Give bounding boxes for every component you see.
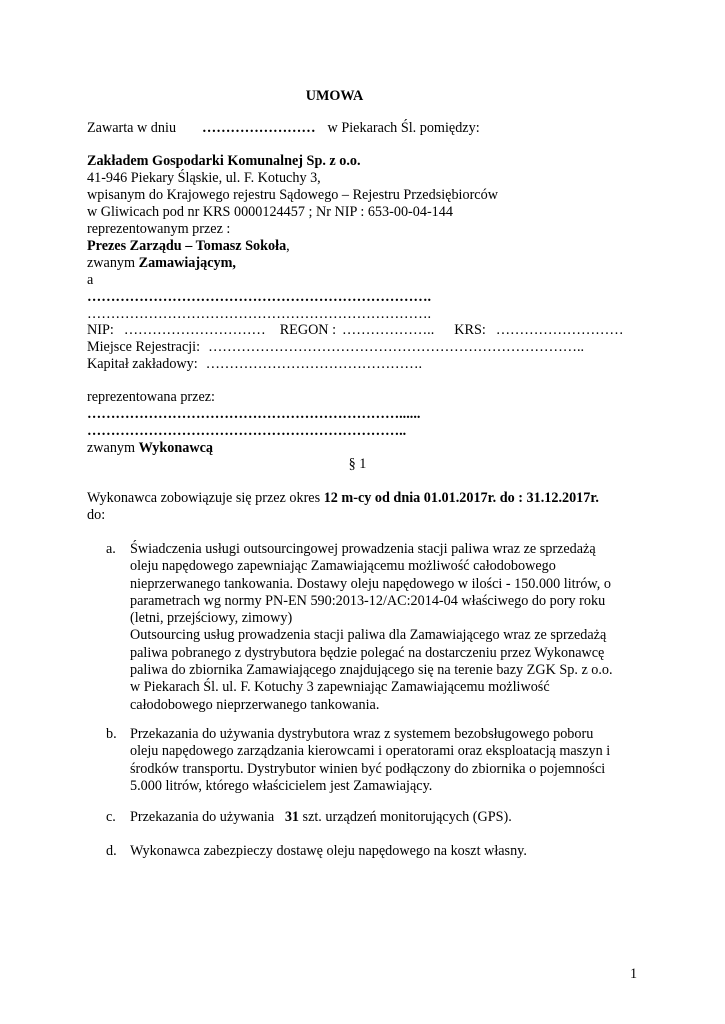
item-a-line: całodobowego nieprzerwanego tankowania. — [130, 696, 380, 713]
obligation-prefix: Wykonawca zobowiązuje się przez okres — [87, 490, 324, 506]
conjunction: a — [87, 272, 94, 288]
item-c-suffix: szt. urządzeń monitorujących (GPS). — [299, 809, 512, 825]
section-symbol: § 1 — [348, 456, 367, 472]
party2-registration-line — [87, 339, 584, 356]
party1-register-line1: wpisanym do Krajowego rejestru Sądowego – Rejestru Przedsiębiorców — [87, 187, 498, 203]
item-c-count: 31 — [284, 809, 299, 825]
item-a-line: parametrach wg normy PN-EN 590:2013-12/AC:2014-04 właściwego do pory roku — [130, 592, 606, 609]
party1-register-line2: w Gliwicach pod nr KRS 0000124457 ; Nr NIP : 653-00-04-144 — [87, 204, 453, 220]
item-c-prefix: Przekazania do używania — [130, 809, 285, 825]
item-a-line: oleju napędowego zapewniając Zamawiającemu możliwość całodobowego — [130, 558, 556, 575]
item-a-line: w Piekarach Śl. ul. F. Kotuchy 3 zapewniając Zamawiającemu możliwość — [130, 679, 550, 696]
item-b-line: oleju napędowego zarządzania kierowcami i operatorami oraz eksploatacją maszyn i — [130, 743, 611, 760]
krs-blank: ……………………… — [495, 322, 624, 338]
item-d-marker: d. — [106, 843, 117, 859]
party1-called-name: Zamawiającym, — [138, 255, 236, 271]
party2-blank-line1: ………………………………………………………………. — [87, 289, 432, 305]
date-blank: …………………… — [202, 120, 316, 136]
intro-suffix: w Piekarach Śl. pomiędzy: — [327, 120, 480, 136]
krs-label: KRS: — [454, 322, 486, 338]
item-b-line: środków transportu. Dystrybutor winien być podłączony do zbiornika o pojemności — [130, 760, 606, 777]
party2-called-name: Wykonawcą — [138, 440, 213, 456]
party1-represented-by: reprezentowanym przez : — [87, 221, 231, 237]
intro-prefix: Zawarta w dniu — [87, 120, 177, 136]
party1-representative-comma: , — [286, 238, 290, 254]
party1-called-line — [87, 255, 236, 272]
party2-called-prefix: zwanym — [87, 440, 139, 456]
capital-blank: ………………………………………. — [205, 356, 423, 372]
regon-label: REGON : — [279, 322, 337, 338]
party2-called-line — [87, 440, 213, 457]
obligation-line2: do: — [87, 507, 106, 523]
party1-representative-line — [87, 238, 290, 255]
item-c-text — [130, 809, 630, 826]
party1-called-prefix: zwanym — [87, 255, 139, 271]
item-b-marker: b. — [106, 726, 117, 742]
party1-address: 41-946 Piekary Śląskie, ul. F. Kotuchy 3, — [87, 170, 321, 186]
obligation-period: 12 m-cy od dnia 01.01.2017r. do : 31.12.2017r. — [323, 490, 599, 506]
registration-label: Miejsce Rejestracji: — [87, 339, 201, 355]
nip-blank: ………………………… — [123, 322, 266, 338]
intro-line — [87, 120, 480, 137]
item-d-text: Wykonawca zabezpieczy dostawę oleju napędowego na koszt własny. — [130, 843, 527, 859]
item-a-marker: a. — [106, 541, 116, 557]
registration-blank: …………………………………………………………………….. — [208, 339, 585, 355]
obligation-line — [87, 490, 599, 507]
party2-rep-blank1: …………………………………………………………...... — [87, 406, 421, 422]
party2-rep-blank2: ………………………………………………………….. — [87, 423, 407, 439]
item-a-line: nieprzerwanego tankowania. Dostawy oleju napędowego w ilości - 150.000 litrów, o — [130, 575, 611, 592]
party2-blank-line2: ………………………………………………………………. — [87, 306, 432, 322]
party2-represented-by: reprezentowana przez: — [87, 389, 215, 405]
item-a-line: (letni, przejściowy, zimowy) — [130, 610, 293, 627]
item-a-text — [130, 541, 630, 714]
item-b-text — [130, 726, 630, 795]
item-a-line: Outsourcing usług prowadzenia stacji paliwa dla Zamawiającego wraz ze sprzedażą — [130, 627, 607, 644]
page-number: 1 — [630, 966, 638, 982]
item-a-line: paliwa do zbiornika Zamawiającego znajdującego się na terenie bazy ZGK Sp. z o.o. — [130, 662, 613, 679]
party1-name: Zakładem Gospodarki Komunalnej Sp. z o.o. — [87, 153, 361, 169]
party2-capital-line — [87, 356, 422, 373]
document-title: UMOWA — [305, 88, 364, 104]
item-b-line: 5.000 litrów, którego właścicielem jest Zamawiający. — [130, 777, 433, 794]
nip-label: NIP: — [87, 322, 114, 338]
item-b-line: Przekazania do używania dystrybutora wraz z systemem bezobsługowego poboru — [130, 726, 594, 742]
item-a-line: Świadczenia usługi outsourcingowej prowadzenia stacji paliwa wraz ze sprzedażą — [130, 541, 596, 557]
capital-label: Kapitał zakładowy: — [87, 356, 198, 372]
item-c-marker: c. — [106, 809, 116, 825]
party1-representative: Prezes Zarządu – Tomasz Sokoła — [87, 238, 287, 254]
item-a-line: paliwa pobranego z dystrybutora będzie polegać na dostarczeniu przez Wykonawcę — [130, 644, 605, 661]
regon-blank: ……………….. — [342, 322, 435, 338]
party2-ids-line — [87, 322, 624, 339]
